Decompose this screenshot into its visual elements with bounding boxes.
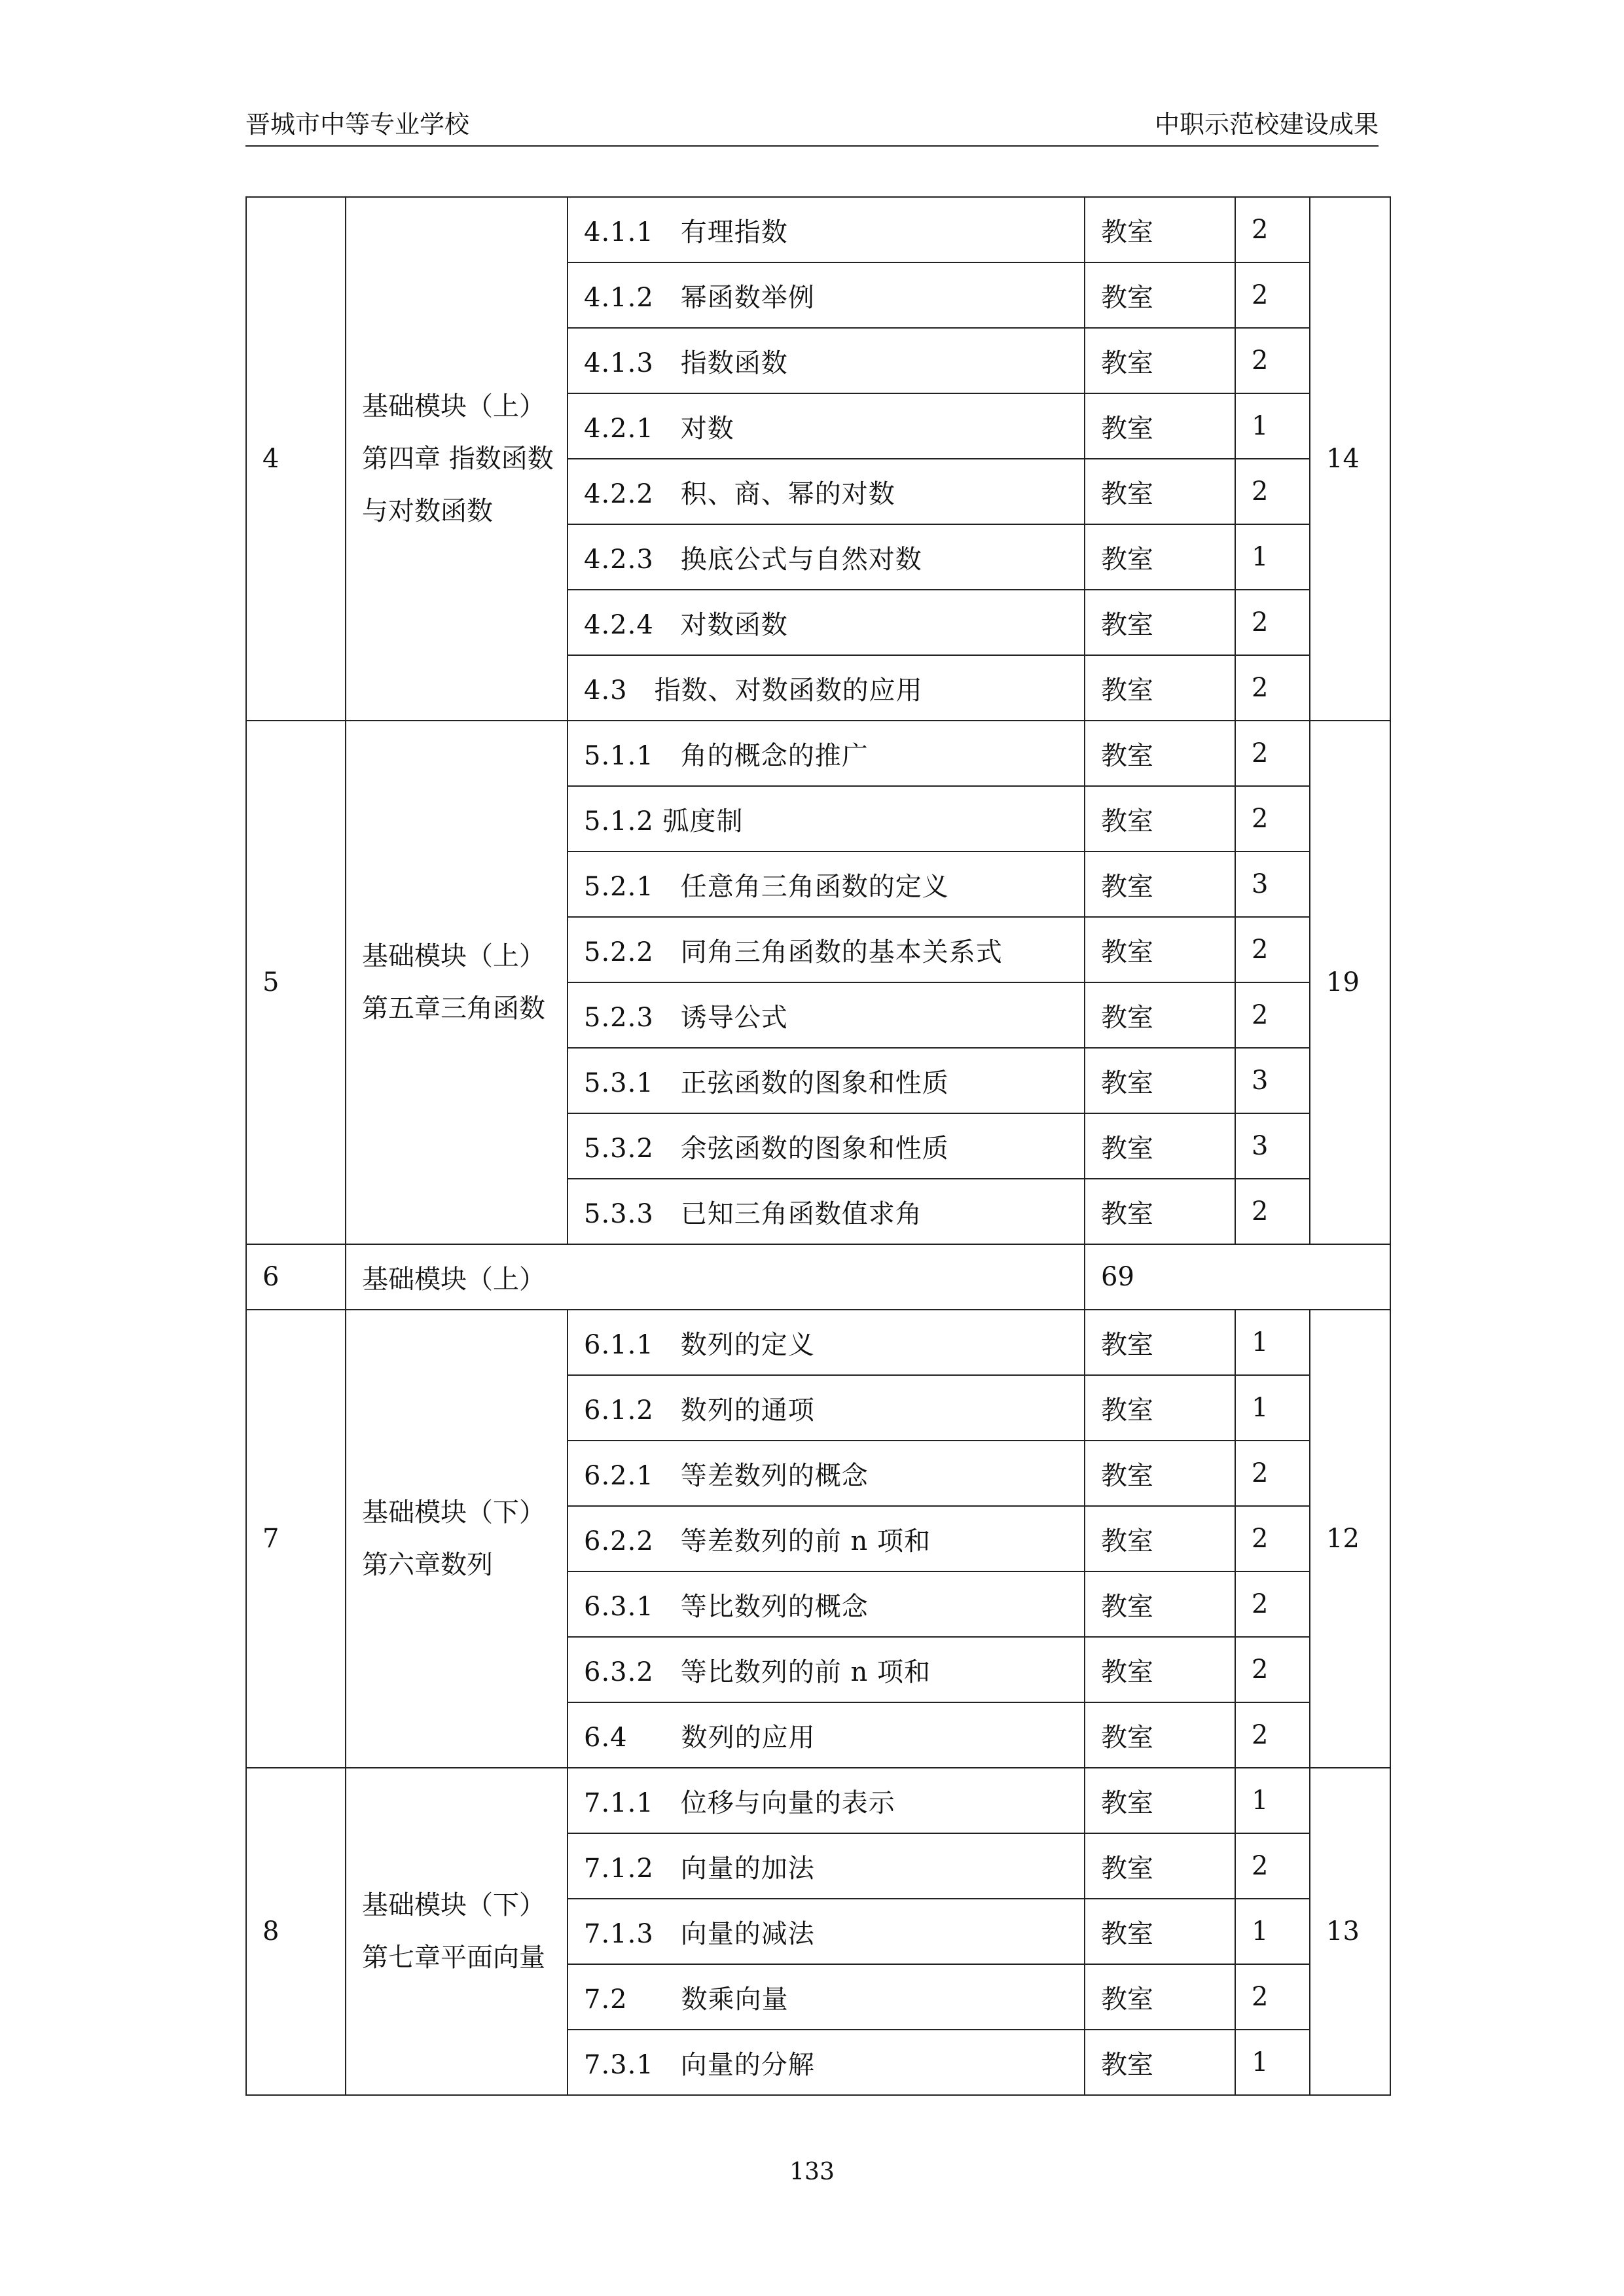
module-name: 基础模块（上） xyxy=(346,1244,1085,1310)
table-row xyxy=(246,1310,1390,1375)
summary-row xyxy=(246,1244,1390,1310)
lesson-hours: 1 xyxy=(1235,1310,1310,1375)
lesson-title: 4.2.1 对数 xyxy=(568,393,1085,459)
lesson-place: 教室 xyxy=(1085,2030,1235,2095)
lesson-hours: 3 xyxy=(1235,852,1310,917)
chapter-name: 基础模块（下）第六章数列 xyxy=(346,1310,568,1768)
lesson-place: 教室 xyxy=(1085,1964,1235,2030)
lesson-hours: 1 xyxy=(1235,1768,1310,1833)
lesson-title: 5.3.2 余弦函数的图象和性质 xyxy=(568,1113,1085,1179)
lesson-place: 教室 xyxy=(1085,1048,1235,1113)
lesson-place: 教室 xyxy=(1085,655,1235,721)
lesson-title: 5.2.1 任意角三角函数的定义 xyxy=(568,852,1085,917)
lesson-hours: 2 xyxy=(1235,655,1310,721)
lesson-place: 教室 xyxy=(1085,197,1235,262)
lesson-title: 7.1.1 位移与向量的表示 xyxy=(568,1768,1085,1833)
module-total-hours: 69 xyxy=(1085,1244,1390,1310)
lesson-hours: 1 xyxy=(1235,524,1310,590)
lesson-title: 4.1.3 指数函数 xyxy=(568,328,1085,393)
lesson-hours: 3 xyxy=(1235,1048,1310,1113)
lesson-title: 4.1.2 幂函数举例 xyxy=(568,262,1085,328)
table-row xyxy=(246,721,1390,786)
row-number: 8 xyxy=(246,1768,346,2095)
lesson-place: 教室 xyxy=(1085,1571,1235,1637)
lesson-title: 5.2.2 同角三角函数的基本关系式 xyxy=(568,917,1085,982)
course-schedule-table xyxy=(245,196,1391,2096)
lesson-hours: 2 xyxy=(1235,1833,1310,1899)
lesson-place: 教室 xyxy=(1085,1441,1235,1506)
lesson-hours: 2 xyxy=(1235,1571,1310,1637)
lesson-hours: 1 xyxy=(1235,1899,1310,1964)
lesson-place: 教室 xyxy=(1085,721,1235,786)
lesson-hours: 2 xyxy=(1235,590,1310,655)
lesson-title: 7.1.2 向量的加法 xyxy=(568,1833,1085,1899)
lesson-place: 教室 xyxy=(1085,1899,1235,1964)
lesson-title: 5.3.3 已知三角函数值求角 xyxy=(568,1179,1085,1244)
lesson-title: 5.1.2 弧度制 xyxy=(568,786,1085,852)
chapter-name: 基础模块（下）第七章平面向量 xyxy=(346,1768,568,2095)
lesson-hours: 2 xyxy=(1235,1506,1310,1571)
lesson-place: 教室 xyxy=(1085,786,1235,852)
lesson-place: 教室 xyxy=(1085,262,1235,328)
chapter-name: 基础模块（上）第五章三角函数 xyxy=(346,721,568,1244)
lesson-hours: 2 xyxy=(1235,982,1310,1048)
page-number: 133 xyxy=(789,2159,835,2185)
chapter-name: 基础模块（上）第四章 指数函数与对数函数 xyxy=(346,197,568,721)
lesson-hours: 2 xyxy=(1235,1702,1310,1768)
lesson-hours: 2 xyxy=(1235,1964,1310,2030)
lesson-place: 教室 xyxy=(1085,1179,1235,1244)
lesson-title: 6.3.2 等比数列的前 n 项和 xyxy=(568,1637,1085,1702)
lesson-title: 7.1.3 向量的减法 xyxy=(568,1899,1085,1964)
lesson-place: 教室 xyxy=(1085,1833,1235,1899)
lesson-hours: 1 xyxy=(1235,2030,1310,2095)
row-number: 6 xyxy=(246,1244,346,1310)
lesson-hours: 2 xyxy=(1235,459,1310,524)
lesson-place: 教室 xyxy=(1085,1310,1235,1375)
lesson-place: 教室 xyxy=(1085,1375,1235,1441)
lesson-title: 6.4 数列的应用 xyxy=(568,1702,1085,1768)
lesson-title: 4.2.2 积、商、幂的对数 xyxy=(568,459,1085,524)
lesson-hours: 2 xyxy=(1235,786,1310,852)
lesson-title: 4.3 指数、对数函数的应用 xyxy=(568,655,1085,721)
chapter-total-hours: 19 xyxy=(1310,721,1390,1244)
lesson-hours: 2 xyxy=(1235,262,1310,328)
page-header xyxy=(245,111,1379,147)
lesson-title: 5.3.1 正弦函数的图象和性质 xyxy=(568,1048,1085,1113)
chapter-total-hours: 13 xyxy=(1310,1768,1390,2095)
table-row xyxy=(246,197,1390,262)
lesson-title: 6.2.2 等差数列的前 n 项和 xyxy=(568,1506,1085,1571)
lesson-hours: 2 xyxy=(1235,917,1310,982)
lesson-place: 教室 xyxy=(1085,459,1235,524)
lesson-hours: 2 xyxy=(1235,197,1310,262)
lesson-place: 教室 xyxy=(1085,1113,1235,1179)
chapter-total-hours: 14 xyxy=(1310,197,1390,721)
lesson-place: 教室 xyxy=(1085,917,1235,982)
lesson-title: 4.1.1 有理指数 xyxy=(568,197,1085,262)
lesson-hours: 2 xyxy=(1235,1637,1310,1702)
row-number: 7 xyxy=(246,1310,346,1768)
lesson-hours: 3 xyxy=(1235,1113,1310,1179)
lesson-hours: 2 xyxy=(1235,328,1310,393)
lesson-hours: 2 xyxy=(1235,1441,1310,1506)
lesson-title: 5.1.1 角的概念的推广 xyxy=(568,721,1085,786)
lesson-title: 4.2.3 换底公式与自然对数 xyxy=(568,524,1085,590)
lesson-place: 教室 xyxy=(1085,328,1235,393)
lesson-place: 教室 xyxy=(1085,1506,1235,1571)
lesson-place: 教室 xyxy=(1085,852,1235,917)
table-row xyxy=(246,1768,1390,1833)
header-school-name: 晋城市中等专业学校 xyxy=(245,110,470,139)
lesson-place: 教室 xyxy=(1085,1768,1235,1833)
lesson-title: 7.3.1 向量的分解 xyxy=(568,2030,1085,2095)
lesson-hours: 1 xyxy=(1235,1375,1310,1441)
lesson-title: 4.2.4 对数函数 xyxy=(568,590,1085,655)
lesson-title: 6.3.1 等比数列的概念 xyxy=(568,1571,1085,1637)
lesson-place: 教室 xyxy=(1085,982,1235,1048)
lesson-place: 教室 xyxy=(1085,590,1235,655)
lesson-title: 6.1.1 数列的定义 xyxy=(568,1310,1085,1375)
lesson-title: 5.2.3 诱导公式 xyxy=(568,982,1085,1048)
lesson-title: 7.2 数乘向量 xyxy=(568,1964,1085,2030)
row-number: 4 xyxy=(246,197,346,721)
lesson-title: 6.1.2 数列的通项 xyxy=(568,1375,1085,1441)
header-doc-title: 中职示范校建设成果 xyxy=(1154,110,1379,139)
chapter-total-hours: 12 xyxy=(1310,1310,1390,1768)
lesson-place: 教室 xyxy=(1085,1637,1235,1702)
lesson-title: 6.2.1 等差数列的概念 xyxy=(568,1441,1085,1506)
lesson-hours: 2 xyxy=(1235,1179,1310,1244)
lesson-place: 教室 xyxy=(1085,393,1235,459)
lesson-place: 教室 xyxy=(1085,1702,1235,1768)
row-number: 5 xyxy=(246,721,346,1244)
lesson-hours: 1 xyxy=(1235,393,1310,459)
lesson-hours: 2 xyxy=(1235,721,1310,786)
lesson-place: 教室 xyxy=(1085,524,1235,590)
